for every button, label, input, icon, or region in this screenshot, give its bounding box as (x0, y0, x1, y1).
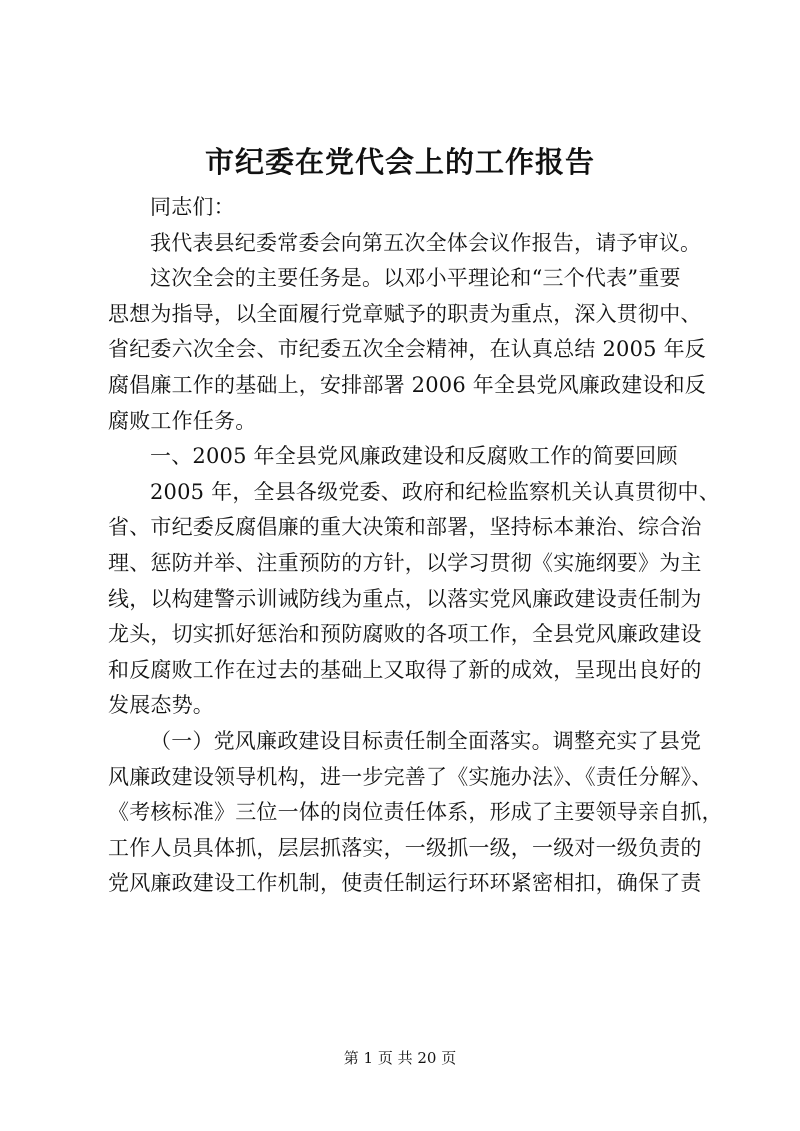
body-line: 思想为指导，以全面履行党章赋予的职责为重点，深入贯彻中、 (108, 301, 702, 326)
subsection-line: （一）党风廉政建设目标责任制全面落实。调整充实了县党 (150, 728, 702, 753)
section-heading: 一、2005 年全县党风廉政建设和反腐败工作的简要回顾 (150, 444, 678, 469)
body-line: 2005 年，全县各级党委、政府和纪检监察机关认真贯彻中、 (150, 479, 720, 504)
body-line: 发展态势。 (108, 693, 214, 718)
page-number-footer: 第 1 页 共 20 页 (343, 1049, 457, 1067)
body-line: 腐败工作任务。 (108, 408, 257, 433)
body-line: 腐倡廉工作的基础上，安排部署 2006 年全县党风廉政建设和反 (108, 372, 706, 397)
body-line: 和反腐败工作在过去的基础上又取得了新的成效，呈现出良好的 (108, 657, 702, 682)
body-line: 理、惩防并举、注重预防的方针，以学习贯彻《实施纲要》为主 (108, 550, 702, 575)
page-title: 市纪委在党代会上的工作报告 (204, 145, 595, 179)
body-line: 我代表县纪委常委会向第五次全体会议作报告，请予审议。 (150, 230, 702, 255)
report-body (108, 190, 723, 902)
body-line: 这次全会的主要任务是。以邓小平理论和“三个代表”重要 (150, 266, 681, 291)
body-line: 省纪委六次全会、市纪委五次全会精神，在认真总结 2005 年反 (108, 337, 706, 362)
body-line: 龙头，切实抓好惩治和预防腐败的各项工作，全县党风廉政建设 (108, 622, 702, 647)
body-line: 线，以构建警示训诫防线为重点，以落实党风廉政建设责任制为 (108, 586, 702, 611)
body-line: 风廉政建设领导机构，进一步完善了《实施办法》、《责任分解》、 (108, 764, 713, 789)
body-line: 省、市纪委反腐倡廉的重大决策和部署，坚持标本兼治、综合治 (108, 515, 702, 540)
body-line: 《考核标准》三位一体的岗位责任体系，形成了主要领导亲自抓， (108, 800, 723, 825)
body-line: 工作人员具体抓，层层抓落实，一级抓一级，一级对一级负责的 (108, 835, 702, 860)
body-line: 同志们： (150, 195, 235, 219)
body-line: 党风廉政建设工作机制，使责任制运行环环紧密相扣，确保了责 (108, 871, 702, 896)
